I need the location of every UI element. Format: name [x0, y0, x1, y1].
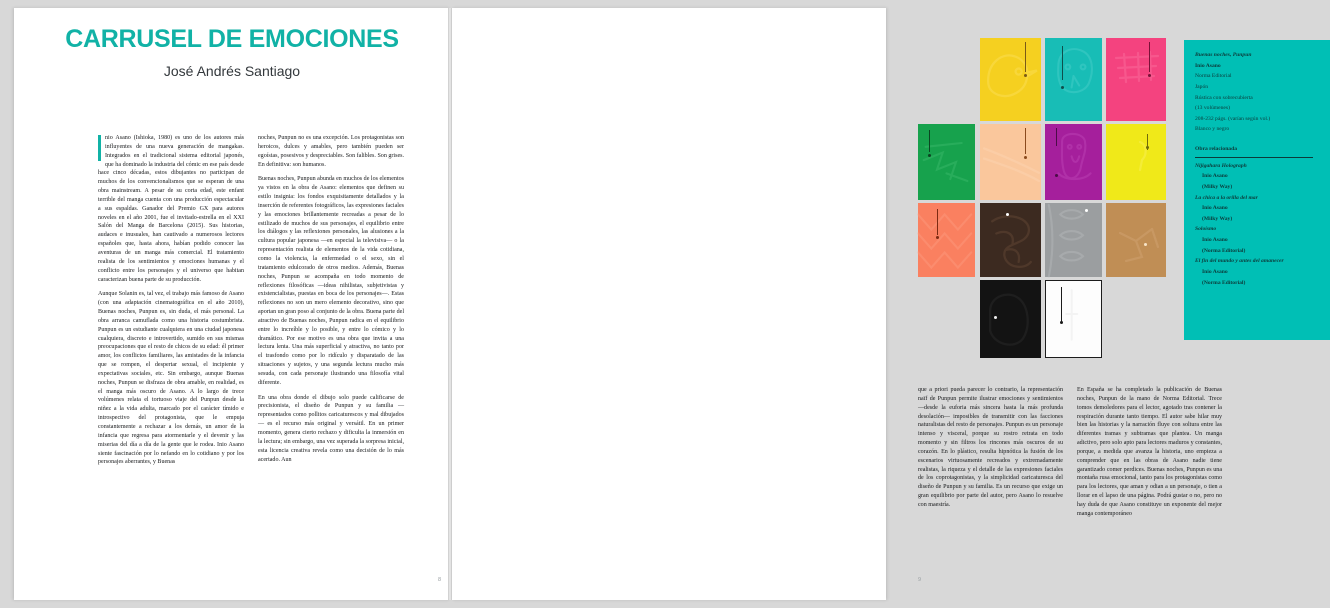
info-sidebar [1184, 40, 1330, 340]
cover-vol-3 [1106, 38, 1166, 121]
right-page-columns [918, 386, 1222, 581]
paragraph: noches, Punpun no es una excepción. Los protagonistas son heroicos, dulces y amables, pero también pueden ser egoístas, posesivos y despreciables. Son falibles. Son grises. En definitiva: son humanos. [258, 135, 404, 168]
cover-dot-mark [1061, 86, 1064, 89]
cover-vol-11 [1106, 203, 1166, 277]
folio-left: 8 [438, 577, 442, 583]
cover-dot-mark [1024, 156, 1027, 159]
cover-dot-mark [1055, 174, 1058, 177]
related-publisher: (Norma Editorial) [1202, 279, 1246, 286]
cover-dot-mark [1144, 243, 1147, 246]
folio-right: 9 [918, 577, 922, 583]
sidebar-publisher: Norma Editorial [1195, 73, 1232, 80]
related-title: La chica a la orilla del mar [1195, 194, 1258, 201]
cover-vol-9 [980, 203, 1041, 277]
cover-stem-mark [1061, 287, 1062, 323]
article-author: José Andrés Santiago [163, 62, 301, 79]
paragraph: que a priori pueda parecer lo contrario, la representación naïf de Punpun permite ilustrar emociones y sentimientos —desde la euforia más sincera hasta la más profunda desolación— imposibles de transmitir con las facciones naturalistas del resto de personajes. Punpun es un personaje intenso y visceral, porque su rostro retrata en todo momento y sin filtros los rincones más oscuros de su corazón. En lo plástico, resulta hipnótica la fusión de los escenarios virtuosamente recreados y extremadamente realistas, la riqueza y el detalle de las expresiones faciales de los coprotagonistas, y la simplicidad caricaturesca del diseño de Punpun y su familia. Es un recurso que exige un gran equilibrio por parte del autor, pero Asano lo resuelve con maestría. [918, 387, 1063, 508]
paragraph: En una obra donde el dibujo solo puede calificarse de precisionista, el diseño de Punpun y su familia —representados como pollitos caricaturescos y mal dibujados— es el recurso más original y versátil. En un primer momento, genera cierto rechazo y dificulta la inmersión en la lectura; sin embargo, una vez superada la sorpresa inicial, esta licencia creativa revela como una decisión de lo más acertado. Aun [258, 394, 404, 463]
cover-dot-mark [1024, 74, 1027, 77]
cover-vol-12 [980, 280, 1041, 358]
cover-artwork [980, 38, 1041, 119]
cover-artwork [980, 203, 1041, 284]
cover-dot-mark [994, 316, 997, 319]
related-author: Inio Asano [1202, 237, 1228, 243]
page-title: CARRUSEL DE EMOCIONES [65, 25, 399, 53]
cover-vol-4 [918, 124, 975, 200]
paragraph: Buenas noches, Punpun abunda en muchos de los elementos ya vistos en la obra de Asano: elementos que definen su estilo insignia: los fondos exquisitamente detallados y la inserción de referentes fotográficos, las expresiones faciales y las emociones brillantemente recreadas a pesar de lo estilizado de muchos de sus personajes, el equilibrio entre los diálogos y las reflexiones personales, las alusiones a la cultura popular japonesa —en especial la televisiva— o la representación realista de elementos de la vida cotidiana, como la violencia, la enfermedad o el sexo, sin el tratamiento edulcorado de otros medios. Además, Buenas noches, Punpun se acompaña en todo momento de reflexiones filosóficas —ideas nihilistas, subjetivistas y existencialistas, puestas en boca de los personajes—. Estas reflexiones no son un mero elemento decorativo, sino que aportan un gran poso al conjunto de la obra. Buena parte del atractivo de Buenas noches, Punpun radica en el equilibrio entre lo increíble y lo posible, y entre lo cómico y lo dramático. Por ese motivo es una obra que invita a una lectura lenta. Una más superficial y atractiva, no tanto por el trasfondo como por lo ridículo y disparatado de las situaciones y sujetos, y una segunda lectura mucho más sesuda, con cada personaje ilustrando una filosofía vital diferente. [258, 176, 404, 386]
paragraph [98, 134, 244, 284]
cover-artwork [1106, 124, 1166, 204]
right-column-1 [918, 386, 1063, 581]
sidebar-volumes: (13 volúmenes) [1195, 105, 1230, 112]
cover-artwork [1045, 203, 1102, 279]
related-publisher: (Milky Way) [1202, 183, 1233, 190]
sidebar-country: Japón [1195, 83, 1209, 90]
related-author: Inio Asano [1202, 173, 1228, 180]
cover-artwork [918, 203, 975, 279]
cover-stem-mark [937, 209, 938, 235]
cover-dot-mark [1146, 146, 1149, 149]
cover-dot-mark [1006, 213, 1009, 216]
cover-artwork [1046, 281, 1101, 354]
sidebar-title: Buenas noches, Punpun [1195, 52, 1252, 58]
paragraph-text: nio Asano (Ishioka, 1980) es uno de los autores más influyentes de una nueva generación de mangakas. Integrados en el tradicional sistema editorial japonés, que ha dominado la industria del cómic en ese país desde hace cinco décadas, estos dibujantes no participan de muchos de los convencionalismos que se esperan de una obra mainstream. A pesar de su corta edad, este enfant terrible del manga cuenta con una producción espectacular a sus espaldas. Ganador del Premio GX para autores noveles en el año 2001, fue el invitado-estrella en el XXI Salón del Manga de Barcelona (2015). Sus historias, audaces e inusuales, han cautivado a numerosos lectores españoles que, hasta ahora, habían podido conocer las aventuras de un manga más comercial. El tratamiento realista de los sentimientos y emociones humanas y el conflicto entre los personajes y el universo que habitan caracterizan buena parte de su producción. [98, 135, 244, 283]
sidebar-pages: 208-232 págs. (varían según vol.) [1195, 115, 1271, 122]
cover-mosaic [918, 38, 1178, 378]
cover-vol-13 [1045, 280, 1102, 358]
related-title: Nijigahara Holograph [1195, 162, 1247, 169]
cover-artwork [1045, 38, 1102, 114]
related-title: El fin del mundo y antes del amanecer [1195, 258, 1284, 265]
cover-stem-mark [1062, 46, 1063, 80]
cover-stem-mark [929, 130, 930, 152]
cover-dot-mark [1060, 321, 1063, 324]
cover-artwork [1106, 203, 1166, 283]
cover-artwork [980, 280, 1041, 361]
left-page-columns [98, 134, 404, 579]
related-author: Inio Asano [1202, 205, 1228, 212]
left-column-2 [258, 134, 404, 579]
cover-dot-mark [936, 236, 939, 239]
related-publisher: (Norma Editorial) [1202, 247, 1246, 254]
cover-stem-mark [1025, 128, 1026, 154]
right-column-2 [1077, 386, 1222, 581]
masthead [14, 26, 450, 79]
cover-dot-mark [1085, 209, 1088, 212]
page-left [14, 8, 450, 600]
cover-stem-mark [1056, 128, 1057, 146]
sidebar-binding: Rústica con sobrecubierta [1195, 94, 1253, 101]
cover-stem-mark [1149, 42, 1150, 72]
cover-vol-8 [918, 203, 975, 277]
cover-vol-6 [1045, 124, 1102, 200]
cover-dot-mark [928, 154, 931, 157]
cover-artwork [1045, 124, 1102, 200]
cover-vol-1 [980, 38, 1041, 121]
drop-cap-rule [98, 135, 101, 161]
cover-artwork [1106, 38, 1166, 118]
sidebar-author: Inio Asano [1195, 62, 1221, 69]
cover-artwork [918, 124, 975, 200]
related-author: Inio Asano [1202, 268, 1228, 275]
cover-vol-7 [1106, 124, 1166, 200]
page-right [452, 8, 1284, 600]
related-works-list [1195, 161, 1321, 289]
cover-vol-5 [980, 124, 1041, 200]
paragraph: Aunque Solanin es, tal vez, el trabajo más famoso de Asano (con una adaptación cinematográfica en el año 2010), Buenas noches, Punpun es, sin duda, el más personal. La obra arranca camuflada como una historia costumbrista. Punpun es un estudiante cualquiera en una ciudad japonesa cualquiera, discreto e introvertido, sumido en sus mismas preocupaciones que el resto de chicos de su edad: él primer amor, los conflictos familiares, las amistades de la infancia que se rompen, el despertar sexual, el incipiente y expectativas sociales, etc. Sin embargo, aunque Buenas noches, Punpun se disfraza de obra amable, en realidad, es el manga más oscuro de Asano. A lo largo de trece volúmenes relata el tortuoso viaje del Punpun desde la niñez a la vida adulta, marcado por el carácter tímido e introspectivo del protagonista, que le empuja constantemente a rechazar a los demás, un amor de la infancia que regresa para atormentarle y el devenir y las miserias del día a día de la gente que le rodea. Inio Asano siente fascinación por lo nefando en lo cotidiano y por los personajes aberrantes, y Buenas [98, 291, 244, 466]
cover-vol-10 [1045, 203, 1102, 277]
sidebar-ink: Blanco y negro [1195, 126, 1230, 133]
cover-artwork [980, 124, 1041, 205]
related-title: Soloísmo [1195, 226, 1217, 233]
cover-stem-mark [1025, 42, 1026, 72]
left-column-1 [98, 134, 244, 579]
related-works-heading: Obra relacionada [1195, 144, 1313, 158]
cover-vol-2 [1045, 38, 1102, 121]
paragraph: En España se ha completado la publicación de Buenas noches, Punpun de la mano de Norma Editorial. Trece tomos demoledores para el lector, agotado tras contener la respiración durante tanto tiempo. El autor sabe hilar muy bien las historias y la narración fluye con soltura entre las diferentes tramas y subtramas que plantea. Un manga adictivo, pero solo apto para lectores maduros y constantes, porque, a medida que avanza la historia, uno empieza a comprender que en las obras de Asano nadie tiene garantizado comer perdices. Buenas noches, Punpun es una montaña rusa emocional, tanto para los protagonistas como para los lectores, que aman y odian a un personaje, o tien a llorar en el lapso de una página. Podrá gustar o no, pero no hay duda de que Asano constituye un exponente del mejor manga contemporáneo [1077, 387, 1222, 517]
cover-dot-mark [1148, 74, 1151, 77]
related-publisher: (Milky Way) [1202, 215, 1233, 222]
